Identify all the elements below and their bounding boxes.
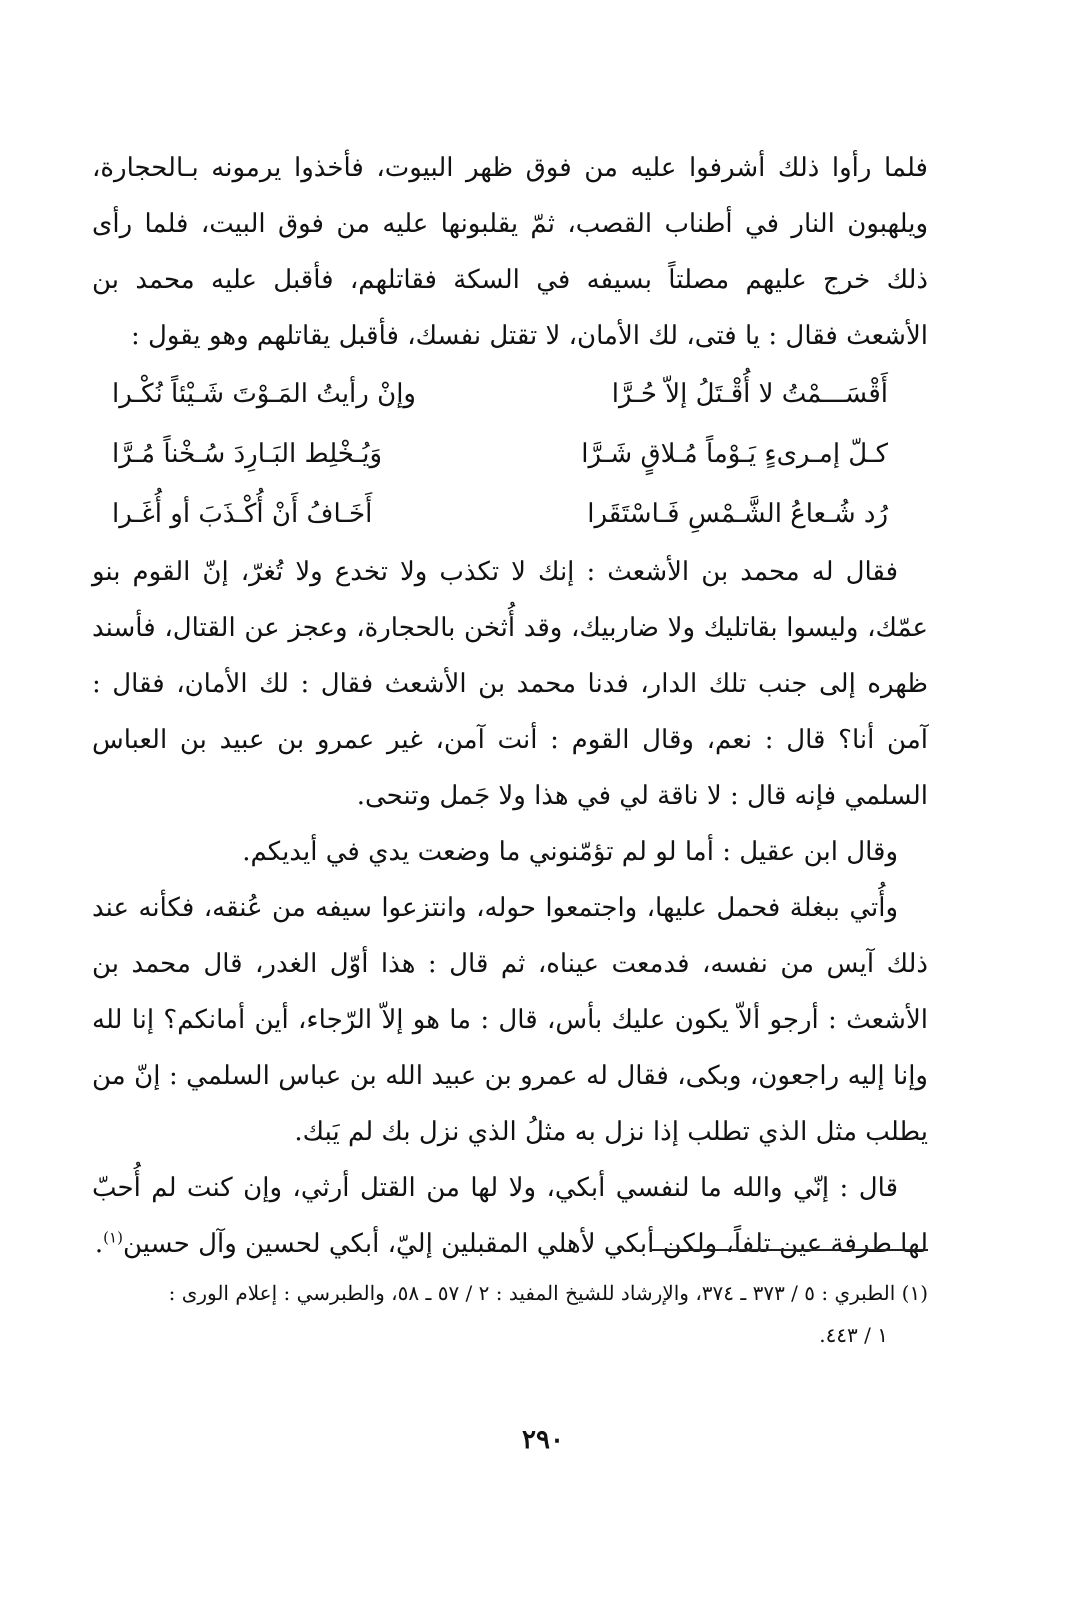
text-line: يا فتى، لك الأمان، لا تقتل نفسك، فأقبل يقاتلهم وهو يقول : <box>130 321 761 351</box>
paragraph-5 <box>92 1160 928 1272</box>
verse-second-hemistich: وَيُـخْلِط البَـارِدَ سُـخْناً مُـرَّا <box>112 439 383 469</box>
text-line: فقال له محمد بن الأشعث : إنك لا تكذب ولا تخدع ولا تُغرّ، إنّ القوم بنو <box>92 557 898 587</box>
verse-second-hemistich: وإنْ رأيتُ المَـوْتَ شَـيْئاً نُكْـرا <box>112 379 416 409</box>
footnote-reference[interactable]: (١) <box>103 1228 123 1247</box>
text-line: عند ذلك آيس من نفسه، فدمعت عيناه، ثم قال : هذا أوّل الغدر، قال محمد بن <box>92 893 928 979</box>
verse-row <box>112 424 888 484</box>
footnote-text: الطبري : ٥ / ٣٧٣ ـ ٣٧٤، والإرشاد للشيخ المفيد : ٢ / ٥٧ ـ ٥٨، والطبرسي : إعلام الورى : <box>168 1281 896 1305</box>
verse-second-hemistich: أَخَـافُ أَنْ أُكْـذَبَ أو أُغَـرا <box>112 499 373 529</box>
footnote-marker: (١) <box>901 1281 928 1305</box>
paragraph-2 <box>92 544 928 824</box>
text-line: وقال ابن عقيل : أما لو لم تؤمّنوني ما وضعت يدي في أيديكم. <box>242 837 898 867</box>
verse-row <box>112 484 888 544</box>
text-line: وإنا إليه راجعون، وبكى، فقال له عمرو بن عبيد الله بن عباس السلمي : إنّ من <box>92 1061 928 1091</box>
text-line: وأُتي ببغلة فحمل عليها، واجتمعوا حوله، وانتزعوا سيفه من عُنقه، فكأنه <box>138 893 899 923</box>
poem-verses <box>92 364 928 544</box>
footnotes <box>92 1272 928 1356</box>
text-line: ويلهبون النار في أطناب القصب، ثمّ يقلبونها عليه من فوق البيت، فلما رأى ذلك <box>92 209 928 295</box>
text-line: السلمي فإنه قال : لا ناقة لي في هذا ولا جَمل وتنحى. <box>356 781 928 811</box>
text-line: طرفة عين تلفاً، ولكن أبكي لأهلي المقبلين إليّ، أبكي لحسين وآل حسين <box>122 1229 892 1259</box>
verse-first-hemistich: أَقْسَـــمْتُ لا أُقْـتَلُ إلاّ حُـرَّا <box>611 379 888 409</box>
text-line: عمّك، وليسوا بقاتليك ولا ضاربيك، وقد أُثخن بالحجارة، وعجز عن القتال، <box>164 613 929 643</box>
verse-first-hemistich: كـلّ إمـرىءٍ يَـوْماً مُـلاقٍ شَـرَّا <box>581 439 888 469</box>
footnote-1-continuation <box>92 1314 928 1356</box>
verse-first-hemistich: رُد شُـعاعُ الشَّـمْسِ فَـاسْتَقَرا <box>587 499 888 529</box>
paragraph-1 <box>92 140 928 364</box>
footnote-1 <box>92 1272 928 1314</box>
text-line: آمن أنا؟ قال : نعم، وقال القوم : أنت آمن، غير عمرو بن عبيد بن العباس <box>92 725 928 755</box>
paragraph-4 <box>92 880 928 1160</box>
text-line: فلما رأوا ذلك أشرفوا عليه من فوق ظهر البيوت، فأخذوا يرمونه بـالحجارة، <box>92 153 928 183</box>
text-line: يطلب مثل الذي تطلب إذا نزل به مثلُ الذي نزل بك لم يَبك. <box>294 1117 928 1147</box>
main-text <box>92 140 928 1272</box>
text-line: قال : إنّي والله ما لنفسي أبكي، ولا لها من القتل أرثي، وإن كنت لم أُحبّ لها <box>92 1173 928 1259</box>
text-line: خرج عليهم مصلتاً بسيفه في السكة فقاتلهم، فأقبل عليه محمد بن الأشعث فقال : <box>92 265 928 351</box>
footnote-continuation: ١ / ٤٤٣. <box>819 1323 888 1347</box>
text-line: فأسند ظهره إلى جنب تلك الدار، فدنا محمد بن الأشعث فقال : لك الأمان، فقال : <box>92 613 928 699</box>
footnote-divider <box>652 1249 928 1251</box>
end-punctuation: . <box>94 1229 104 1259</box>
text-line: الأشعث : أرجو ألاّ يكون عليك بأس، قال : ما هو إلاّ الرّجاء، أين أمانكم؟ إنا لله <box>92 1005 928 1035</box>
paragraph-3 <box>92 824 928 880</box>
verse-row <box>112 364 888 424</box>
page-number: ٢٩٠ <box>522 1425 564 1455</box>
